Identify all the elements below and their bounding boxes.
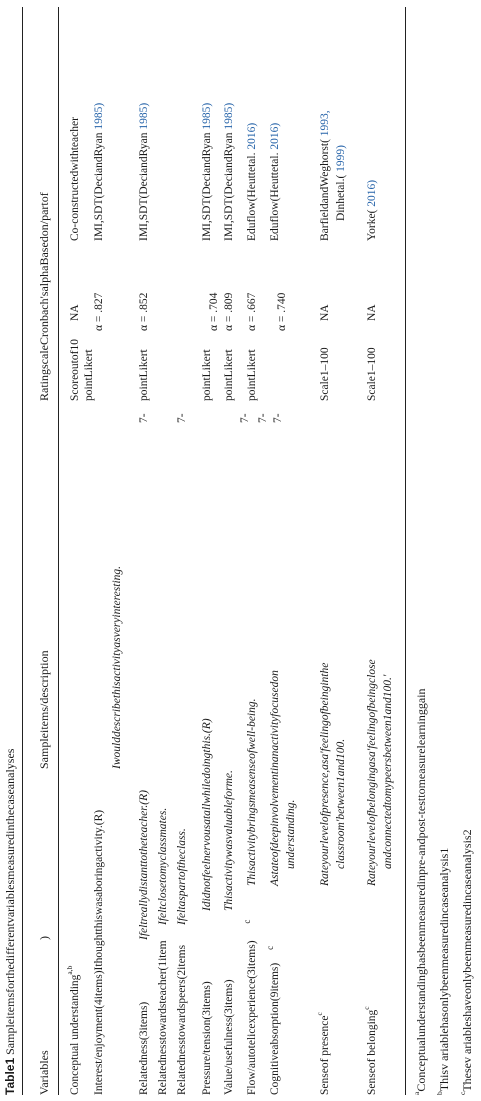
header-paren: ) xyxy=(37,936,51,940)
based-on: Co-constructedwithteacher xyxy=(69,117,81,241)
row-relatedness-peers-variable: Relatednesstowardspeers(2items xyxy=(176,944,188,1095)
cronbach-alpha: α = .809 xyxy=(223,292,235,331)
based-on xyxy=(268,123,282,241)
row-relatedness-variable: Relatedness(3items) xyxy=(138,1001,150,1095)
sample-item: Ididnotfeelnervousatallwhiledoingthis.(R) xyxy=(201,718,213,911)
based-on xyxy=(318,110,332,241)
footnote-b xyxy=(437,848,451,1095)
variable-label: Flow/autotelicexperience(3items) xyxy=(246,940,258,1095)
based-on-text: Eduflow(Heuttetal. xyxy=(246,152,258,241)
caption-text: Sampleitemsforthedifferentvariablesmeasuredinthecaseanalyses xyxy=(3,748,17,1055)
based-on xyxy=(245,123,259,241)
cronbach-alpha: α = .827 xyxy=(93,292,105,331)
based-on-text: Dinhetal.( xyxy=(335,174,347,221)
rating-scale: Scale1–100 xyxy=(319,347,331,401)
variable-label: Senseof presence xyxy=(319,1015,331,1095)
row-pressure-variable: Pressure/tension(3items) xyxy=(201,981,213,1095)
citation-year: 2016) xyxy=(366,179,378,207)
based-on xyxy=(222,103,236,241)
cronbach-alpha: α = .740 xyxy=(276,292,288,331)
footnote-text: Conceptualunderstandinghasbeenmeasuredinpre-andpost-testtomeasurelearninggain xyxy=(414,688,428,1092)
rating-scale: Scale1–100 xyxy=(366,347,378,401)
sample-item: understanding. xyxy=(285,799,297,869)
row-value-variable: Value/usefulness(3items) xyxy=(223,979,235,1095)
row-relatedness-teacher-variable: Relatednesstowardsteacher(1item xyxy=(157,940,169,1095)
header-variables: Variables xyxy=(37,1050,51,1095)
rating-prefix: 7- xyxy=(257,413,269,423)
cronbach-alpha: α = .667 xyxy=(246,292,258,331)
based-on-text: IMI,SDT(DeciandRyan xyxy=(138,132,150,241)
footnote-mark: b xyxy=(435,1091,444,1095)
based-on-text: BarfieldandWeghorst( xyxy=(319,139,331,241)
header-sample-items: Sampleitems/description xyxy=(37,650,51,769)
footnote-mark: c xyxy=(362,1006,372,1010)
sample-item: classroom'between1and100. xyxy=(335,738,347,869)
based-on xyxy=(334,145,348,221)
citation-year: 1985) xyxy=(223,102,235,130)
sample-item: Rateyourlevelofbelongingasa'feelingofbeingclose xyxy=(366,659,378,886)
citation-year: 2016) xyxy=(246,122,258,150)
based-on-text: IMI,SDT(DeciandRyan xyxy=(223,132,235,241)
footnote-text: Thisv ariablehasonlybeenmeasuredincaseanalysis1 xyxy=(437,847,451,1092)
footnote-mark: c xyxy=(458,1091,467,1095)
rating-scale: pointLikert xyxy=(83,349,95,401)
based-on xyxy=(92,103,106,241)
rating-prefix: 7- xyxy=(138,413,150,423)
footnote-text: Thesev ariableshaveonlybeenmeasuredincaseanalysis2 xyxy=(460,829,474,1092)
cronbach-alpha: α = .852 xyxy=(138,292,150,331)
based-on-text: IMI,SDT(DeciandRyan xyxy=(201,132,213,241)
row-conceptual-variable xyxy=(65,965,82,1095)
sample-item: Ifeltaspartoftheclass. xyxy=(176,828,188,925)
based-on xyxy=(137,103,151,241)
bottom-rule xyxy=(405,7,406,1095)
based-on xyxy=(365,180,379,241)
cronbach-alpha: NA xyxy=(69,304,81,321)
citation-year: 1993, xyxy=(319,110,331,137)
caption-label: Table1 xyxy=(3,1057,17,1095)
rating-prefix: 7- xyxy=(239,413,251,423)
header-rating-cronbach-based: RatingscaleCronbach'salphaBasedon/partof xyxy=(37,192,51,401)
citation-year: 2016) xyxy=(269,122,281,150)
sample-item: Rateyourlevelofpresence,asa'feelingofbeinginthe xyxy=(319,662,331,886)
variable-label: Cognitiveabsorption(9items) xyxy=(269,962,281,1095)
sample-item: Ifeltclosetomyclassmates. xyxy=(157,807,169,925)
sample-item: andconnectedtomypeersbetween1and100.' xyxy=(382,674,394,869)
footnote-mark: c xyxy=(315,1012,325,1016)
rating-scale: pointLikert xyxy=(138,349,150,401)
citation-year: 1985) xyxy=(138,102,150,130)
table-caption xyxy=(3,749,17,1095)
sample-item: Ifeltreallydistanttotheteacher.(R) xyxy=(138,790,150,940)
row-belonging-variable xyxy=(362,1006,379,1095)
footnote-a xyxy=(414,688,428,1095)
based-on-text: IMI,SDT(DeciandRyan xyxy=(93,132,105,241)
rating-scale: pointLikert xyxy=(201,349,213,401)
sample-item: Iwoulddescribethisactivityasveryinteresting. xyxy=(111,565,123,769)
based-on-text: Yorke( xyxy=(366,209,378,241)
cronbach-alpha: NA xyxy=(319,304,331,321)
based-on-text: Eduflow(Heuttetal. xyxy=(269,152,281,241)
rating-scale: pointLikert xyxy=(246,349,258,401)
sample-item: Thisactivitybringsmeasenseofwell-being. xyxy=(246,698,258,886)
footnote-mark: c xyxy=(242,919,252,924)
row-presence-variable xyxy=(315,1012,332,1095)
rating-prefix: 7- xyxy=(272,413,284,423)
variable-label: Senseof belonging xyxy=(366,1009,378,1095)
footnote-mark: a,b xyxy=(65,965,75,975)
header-rule xyxy=(58,7,59,1095)
row-cognitive-variable xyxy=(265,945,282,1095)
based-on xyxy=(200,103,214,241)
top-rule xyxy=(22,7,23,1095)
citation-year: 1999) xyxy=(335,144,347,172)
citation-year: 1985) xyxy=(201,102,213,130)
cronbach-alpha: α = .704 xyxy=(208,292,220,331)
rating-scale: Scoreoutof10 xyxy=(69,339,81,401)
citation-year: 1985) xyxy=(93,102,105,130)
rating-scale: pointLikert xyxy=(223,349,235,401)
row-interest-variable: Interest/enjoyment(4items)Ithoughtthiswasaboringactivity.(R) xyxy=(93,809,105,1095)
footnote-c xyxy=(460,829,474,1095)
footnote-mark: a xyxy=(412,1091,421,1095)
sample-item: Thisactivitywasvaluableforme. xyxy=(223,770,235,911)
rating-prefix: 7- xyxy=(176,413,188,423)
row-flow-variable xyxy=(242,919,259,1095)
cronbach-alpha: NA xyxy=(366,304,378,321)
footnote-mark: c xyxy=(265,945,275,950)
sample-item: Astateofdeepinvolvementinanactivityfocusedon xyxy=(269,670,281,886)
variable-label: Conceptual understanding xyxy=(69,974,81,1095)
